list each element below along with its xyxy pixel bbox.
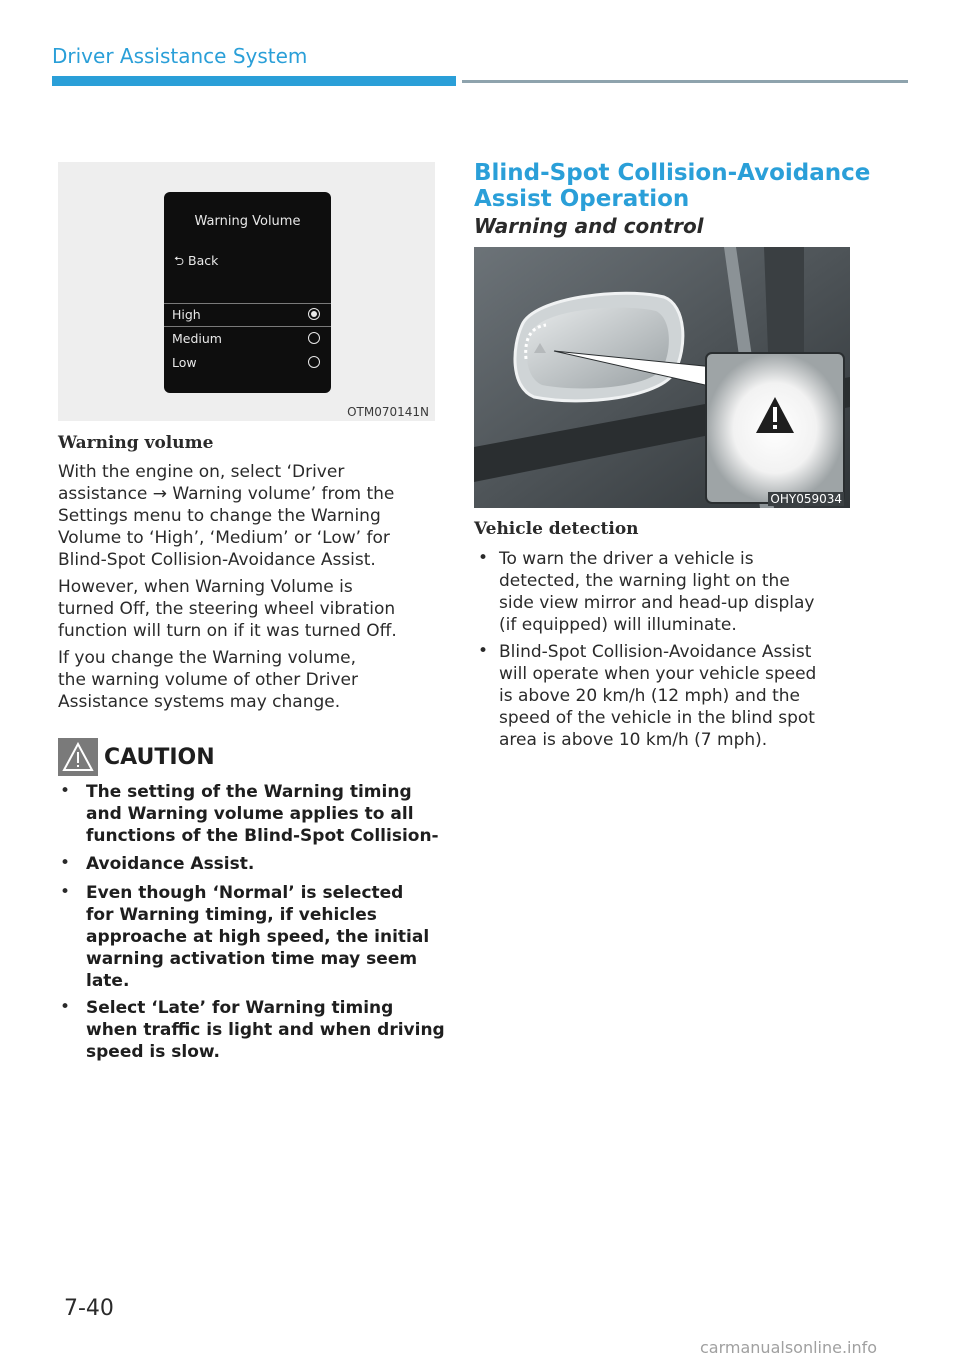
warning-volume-figure [58,162,435,421]
option-label: Medium [172,331,222,346]
screen-title: Warning Volume [194,214,301,229]
subheading-vehicle-detection: Vehicle detection [474,519,639,539]
mirror-illustration [474,247,850,508]
paragraph: If you change the Warning volume, the warning volume of other Driver Assistance systems may change. [58,648,358,712]
caution-item: Avoidance Assist. [86,854,255,874]
radio-empty-icon [308,356,320,368]
caution-label: CAUTION [104,745,215,770]
detection-item: Blind-Spot Collision-Avoidance Assist will operate when your vehicle speed is above 20 km/h (12 mph) and the speed of the vehicle in the blind spot area is above 10 km/h (7 mph). [499,642,817,750]
option-label: Low [172,355,197,370]
watermark: carmanualsonline.info [700,1338,878,1357]
bullet-dot: • [60,781,71,801]
option-medium [164,328,331,350]
radio-empty-icon [308,332,320,344]
header-rule-accent [52,76,456,86]
section-heading: Blind-Spot Collision-Avoidance Assist Operation [474,160,871,212]
back-option [174,252,218,273]
detection-item: To warn the driver a vehicle is detected, the warning light on the side view mirror and head-up display (if equipped) will illuminate. [499,549,815,635]
bullet-dot: • [60,853,71,873]
subheading-warning-control: Warning and control [474,214,704,238]
back-label: Back [188,253,219,268]
figure-code: OHY059034 [770,492,842,506]
side-mirror-warning-figure [474,247,850,508]
bullet-dot: • [60,882,71,902]
cluster-screen [164,192,331,393]
option-low [164,352,331,374]
subheading-warning-volume: Warning volume [58,433,214,453]
caution-warning-icon [58,738,98,776]
back-arrow-icon: ⮌ [174,253,188,268]
paragraph: However, when Warning Volume is turned Off, the steering wheel vibration function will turn on if it was turned Off. [58,577,397,641]
page-number: 7-40 [64,1296,114,1321]
option-high [164,303,331,327]
figure-code: OTM070141N [347,405,429,419]
header-rule-gray [462,80,908,83]
bullet-dot: • [478,548,489,568]
bullet-dot: • [478,641,489,661]
caution-item: Even though ‘Normal’ is selected for Warning timing, if vehicles approache at high speed, the initial warning activation time may seem late. [86,883,430,991]
option-label: High [172,307,201,322]
caution-item: The setting of the Warning timing and Warning volume applies to all functions of the Blind-Spot Collision- [86,782,439,846]
paragraph: With the engine on, select ‘Driver assistance → Warning volume’ from the Settings menu to change the Warning Volume to ‘High’, ‘Medium’ or ‘Low’ for Blind-Spot Collision-Avoidance Assist. [58,462,395,570]
bullet-dot: • [60,997,71,1017]
caution-item: Select ‘Late’ for Warning timing when traffic is light and when driving speed is slow. [86,998,445,1062]
section-title: Driver Assistance System [52,44,308,68]
radio-selected-icon [308,308,320,320]
